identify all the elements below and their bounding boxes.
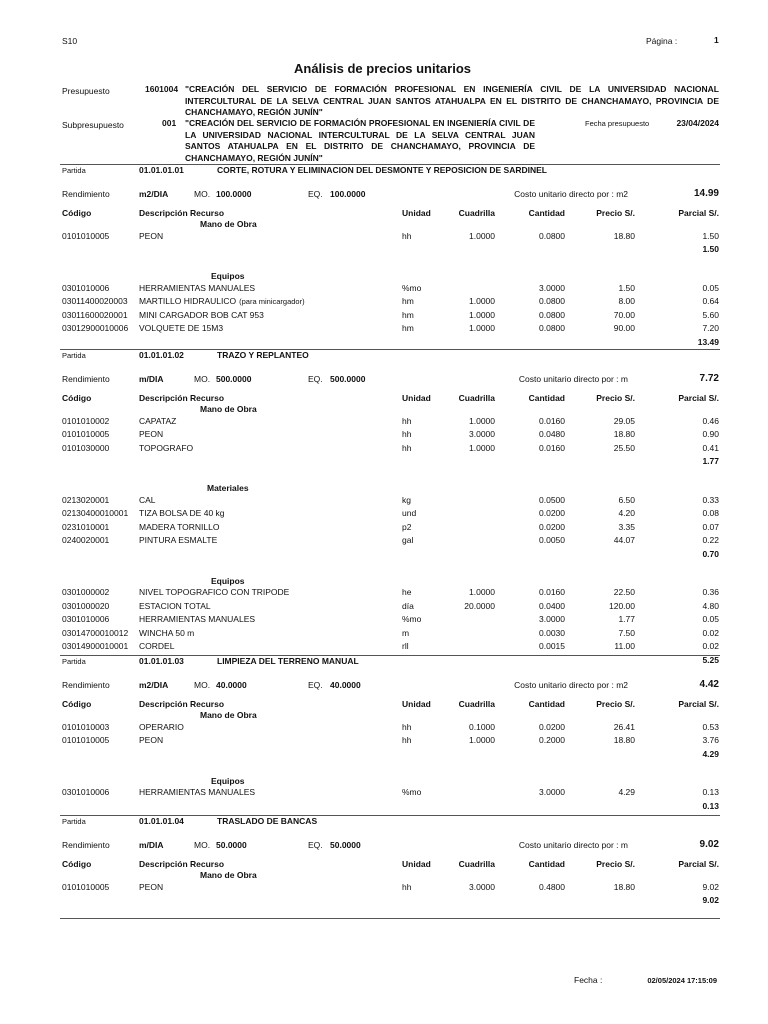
resource-description-main: CAPATAZ (139, 415, 177, 426)
resource-description-main: CORDEL (139, 641, 175, 651)
table-row (0, 641, 768, 653)
col-cantidad-header: Cantidad (528, 393, 565, 403)
page-number: 1 (714, 35, 719, 45)
resource-cantidad: 3.0000 (539, 787, 565, 797)
resource-unit: hm (402, 309, 414, 320)
resource-description (139, 522, 219, 532)
resource-code: 03014700010012 (62, 627, 129, 638)
resource-precio: 6.50 (618, 494, 635, 505)
resource-cuadrilla: 3.0000 (469, 429, 495, 439)
costo-unitario-value: 14.99 (693, 188, 719, 199)
group-title: Mano de Obra (200, 710, 257, 720)
group-subtotal: 9.02 (702, 895, 719, 905)
mo-value: 500.0000 (216, 374, 252, 384)
resource-cuadrilla: 1.0000 (469, 323, 495, 333)
table-row (0, 495, 768, 507)
resource-description (139, 722, 184, 732)
col-codigo-header: Código (62, 699, 92, 709)
resource-description (139, 443, 193, 453)
presupuesto-code: 1601004 (145, 84, 179, 94)
group-title: Mano de Obra (200, 870, 257, 880)
resource-cuadrilla: 1.0000 (469, 735, 495, 745)
resource-unit: hh (402, 415, 412, 426)
table-row (0, 882, 768, 894)
col-descripcion-header: Descripción Recurso (139, 699, 225, 709)
report-code: S10 (62, 36, 78, 46)
col-descripcion-header: Descripción Recurso (139, 859, 225, 869)
resource-parcial: 0.13 (702, 787, 719, 797)
group-title: Mano de Obra (200, 219, 257, 229)
resource-description (139, 587, 289, 597)
resource-code: 0213020001 (62, 494, 110, 505)
col-unidad-header: Unidad (402, 393, 431, 403)
resource-cantidad: 0.0500 (539, 494, 565, 505)
col-codigo-header: Código (62, 859, 92, 869)
resource-cuadrilla: 0.1000 (469, 721, 495, 732)
resource-cuadrilla: 1.0000 (469, 296, 495, 306)
col-precio-header: Precio S/. (596, 208, 635, 218)
resource-unit: gal (402, 535, 414, 545)
group-title: Mano de Obra (200, 404, 257, 414)
resource-cuadrilla: 1.0000 (469, 587, 495, 597)
resource-cantidad: 0.0160 (539, 415, 565, 426)
col-codigo-header: Código (62, 208, 92, 218)
col-cantidad-header: Cantidad (528, 699, 565, 709)
subpresupuesto-text: "CREACIÓN DEL SERVICIO DE FORMACIÓN PROFESIONAL EN INGENIERÍA CIVIL DE LA UNIVERSIDAD NACIONAL INTERCULTURAL DE LA SELVA CENTRAL JUAN SANTOS ATAHUALPA EN EL DISTRITO DE CHANCHAMAYO, PROVINCIA DE CHANCHAMAYO, REGIÓN JUNÍN" (185, 118, 535, 163)
col-precio-header: Precio S/. (596, 699, 635, 709)
group-title: Equipos (211, 775, 245, 786)
resource-cantidad: 0.0200 (539, 508, 565, 518)
table-row (0, 443, 768, 455)
eq-label: EQ. (308, 840, 323, 850)
eq-value: 40.0000 (330, 680, 361, 690)
resource-code: 0101010003 (62, 721, 110, 732)
col-parcial-header: Parcial S/. (678, 208, 719, 218)
resource-description (139, 614, 255, 624)
subpresupuesto-label: Subpresupuesto (62, 120, 124, 130)
resource-parcial: 0.46 (702, 415, 719, 426)
resource-unit: hh (402, 230, 412, 241)
table-row (0, 522, 768, 534)
eq-label: EQ. (308, 680, 323, 690)
col-parcial-header: Parcial S/. (678, 699, 719, 709)
resource-parcial: 0.02 (702, 627, 719, 638)
resource-precio: 7.50 (618, 627, 635, 638)
resource-code: 03012900010006 (62, 323, 129, 333)
resource-cantidad: 0.0030 (539, 627, 565, 638)
resource-parcial: 0.22 (702, 535, 719, 545)
resource-cuadrilla: 3.0000 (469, 881, 495, 892)
col-cuadrilla-header: Cuadrilla (458, 859, 495, 869)
resource-description-note: (para minicargador) (239, 297, 305, 306)
resource-precio: 11.00 (614, 641, 635, 651)
rendimiento-label: Rendimiento (62, 680, 110, 690)
resource-precio: 44.07 (613, 535, 635, 545)
partida-label: Partida (62, 657, 86, 666)
resource-description (139, 231, 163, 241)
group-subtotal: 5.25 (702, 654, 719, 665)
resource-precio: 18.80 (613, 881, 635, 892)
resource-description-main: WINCHA 50 m (139, 627, 195, 638)
resource-precio: 22.50 (613, 587, 635, 597)
rendimiento-unit: m2/DIA (139, 680, 169, 690)
resource-unit: he (402, 587, 412, 597)
resource-description (139, 641, 174, 651)
col-cuadrilla-header: Cuadrilla (458, 699, 495, 709)
resource-unit: día (402, 600, 414, 611)
resource-code: 0101010005 (62, 230, 110, 241)
resource-description-main: MARTILLO HIDRAULICO (139, 296, 237, 306)
page-label: Página : (646, 36, 678, 46)
rendimiento-label: Rendimiento (62, 189, 110, 199)
table-row (0, 614, 768, 626)
resource-description (139, 787, 255, 797)
col-cuadrilla-header: Cuadrilla (458, 393, 495, 403)
table-row (0, 601, 768, 613)
resource-description (139, 296, 305, 306)
partida-code: 01.01.01.04 (139, 816, 184, 826)
resource-cantidad: 0.0480 (539, 429, 565, 439)
resource-cuadrilla: 1.0000 (469, 415, 495, 426)
mo-value: 40.0000 (216, 680, 247, 690)
resource-description-main: PEON (139, 881, 164, 892)
resource-description (139, 283, 255, 293)
resource-code: 0101010005 (62, 735, 110, 745)
table-row (0, 735, 768, 747)
col-unidad-header: Unidad (402, 699, 431, 709)
mo-label: MO. (194, 840, 211, 850)
table-row (0, 535, 768, 547)
resource-cantidad: 0.0015 (539, 641, 565, 651)
table-row (0, 508, 768, 520)
resource-cuadrilla: 1.0000 (469, 442, 495, 453)
resource-description (139, 310, 264, 320)
partida-name: TRAZO Y REPLANTEO (217, 350, 309, 360)
resource-description-main: OPERARIO (139, 721, 184, 732)
resource-description-main: HERRAMIENTAS MANUALES (139, 787, 256, 797)
resource-description-main: TIZA BOLSA DE 40 kg (139, 508, 225, 518)
resource-code: 03014900010001 (62, 641, 129, 651)
presupuesto-text: "CREACIÓN DEL SERVICIO DE FORMACIÓN PROFESIONAL EN INGENIERÍA CIVIL DE LA UNIVERSIDAD NACIONAL INTERCULTURAL DE LA SELVA CENTRAL JUAN SANTOS ATAHUALPA EN EL DISTRITO DE CHANCHAMAYO, PROVINCIA DE CHANCHAMAYO, REGIÓN JUNÍN" (185, 84, 719, 117)
resource-description (139, 429, 163, 439)
table-row (0, 787, 768, 799)
resource-code: 0231010001 (62, 521, 110, 532)
resource-unit: %mo (402, 282, 422, 293)
resource-description-main: PEON (139, 429, 164, 439)
resource-precio: 90.00 (613, 323, 635, 333)
eq-label: EQ. (308, 374, 323, 384)
col-unidad-header: Unidad (402, 208, 431, 218)
resource-cantidad: 3.0000 (539, 282, 565, 293)
costo-unitario-label: Costo unitario directo por : m2 (514, 680, 628, 690)
resource-cantidad: 0.0160 (539, 442, 565, 453)
resource-description-main: HERRAMIENTAS MANUALES (139, 614, 256, 624)
resource-parcial: 0.36 (702, 587, 719, 597)
resource-description-main: MADERA TORNILLO (139, 521, 220, 532)
resource-description-main: NIVEL TOPOGRAFICO CON TRIPODE (139, 587, 290, 597)
resource-parcial: 0.05 (702, 282, 719, 293)
presupuesto-label: Presupuesto (62, 86, 110, 96)
resource-description (139, 535, 217, 545)
resource-cantidad: 0.0800 (539, 309, 565, 320)
table-header (0, 208, 768, 220)
resource-parcial: 5.60 (702, 309, 719, 320)
col-parcial-header: Parcial S/. (678, 393, 719, 403)
col-unidad-header: Unidad (402, 859, 431, 869)
resource-precio: 18.80 (613, 735, 635, 745)
resource-description (139, 882, 163, 892)
resource-parcial: 9.02 (702, 881, 719, 892)
resource-description (139, 508, 225, 518)
resource-cantidad: 0.0200 (539, 521, 565, 532)
resource-unit: hh (402, 721, 412, 732)
resource-parcial: 0.08 (702, 508, 719, 518)
resource-cuadrilla: 20.0000 (464, 600, 495, 611)
resource-description-main: PEON (139, 735, 164, 745)
page-title: Análisis de precios unitarios (294, 61, 471, 76)
resource-parcial: 7.20 (702, 323, 719, 333)
resource-description-main: PEON (139, 230, 164, 241)
table-row (0, 310, 768, 322)
eq-value: 500.0000 (330, 374, 366, 384)
resource-precio: 29.05 (613, 415, 635, 426)
resource-precio: 26.41 (613, 721, 635, 732)
resource-code: 0101010005 (62, 429, 110, 439)
partida-label: Partida (62, 166, 86, 175)
col-parcial-header: Parcial S/. (678, 859, 719, 869)
resource-unit: m (402, 627, 410, 638)
resource-precio: 3.35 (618, 521, 635, 532)
table-row (0, 323, 768, 335)
partida-name: LIMPIEZA DEL TERRENO MANUAL (217, 656, 359, 666)
resource-description (139, 495, 156, 505)
resource-precio: 4.29 (618, 787, 635, 797)
costo-unitario-value: 7.72 (699, 373, 719, 384)
resource-unit: und (402, 508, 417, 518)
group-title: Equipos (211, 271, 245, 281)
fecha-value: 02/05/2024 17:15:09 (647, 976, 717, 985)
resource-description (139, 416, 176, 426)
resource-code: 0101030000 (62, 442, 110, 453)
resource-cantidad: 0.0800 (539, 230, 565, 241)
resource-description-main: ESTACION TOTAL (139, 600, 211, 611)
resource-code: 0301010006 (62, 282, 110, 293)
table-header (0, 699, 768, 711)
resource-parcial: 0.07 (702, 521, 719, 532)
group-subtotal: 4.29 (702, 748, 719, 759)
resource-cantidad: 0.0200 (539, 721, 565, 732)
resource-code: 02130400010001 (62, 508, 129, 518)
resource-cantidad: 0.0800 (539, 296, 565, 306)
resource-code: 0301000020 (62, 600, 110, 611)
resource-description (139, 323, 223, 333)
eq-label: EQ. (308, 189, 323, 199)
resource-unit: %mo (402, 614, 422, 624)
rendimiento-unit: m/DIA (139, 374, 164, 384)
resource-cantidad: 0.0400 (539, 600, 565, 611)
resource-cantidad: 0.4800 (539, 881, 565, 892)
fecha-label: Fecha : (574, 975, 603, 985)
resource-precio: 8.00 (618, 296, 635, 306)
col-codigo-header: Código (62, 393, 92, 403)
costo-unitario-value: 9.02 (699, 839, 719, 850)
resource-cantidad: 0.2000 (539, 735, 565, 745)
table-header (0, 393, 768, 405)
resource-parcial: 0.41 (702, 442, 719, 453)
subpresupuesto-code: 001 (162, 118, 177, 128)
group-subtotal: 13.49 (697, 336, 719, 347)
resource-cuadrilla: 1.0000 (469, 230, 495, 241)
costo-unitario-value: 4.42 (699, 679, 719, 690)
table-row (0, 231, 768, 243)
resource-code: 0301000002 (62, 587, 110, 597)
resource-unit: hh (402, 429, 412, 439)
resource-parcial: 0.05 (702, 614, 719, 624)
resource-unit: rll (402, 641, 409, 651)
table-row (0, 429, 768, 441)
resource-code: 03011400020003 (62, 296, 128, 306)
partida-code: 01.01.01.01 (139, 165, 184, 175)
resource-code: 0301010006 (62, 614, 110, 624)
resource-code: 03011600020001 (62, 309, 128, 320)
resource-parcial: 0.53 (702, 721, 719, 732)
partida-divider (60, 918, 720, 919)
resource-description (139, 735, 163, 745)
costo-unitario-label: Costo unitario directo por : m (518, 374, 628, 384)
resource-description-main: MINI CARGADOR BOB CAT 953 (139, 309, 264, 320)
resource-description-main: TOPOGRAFO (139, 442, 194, 453)
resource-parcial: 0.64 (702, 296, 719, 306)
partida-label: Partida (62, 351, 86, 360)
resource-cantidad: 3.0000 (539, 614, 565, 624)
resource-precio: 18.80 (613, 230, 635, 241)
resource-code: 0240020001 (62, 535, 110, 545)
resource-unit: hh (402, 881, 412, 892)
resource-parcial: 3.76 (702, 735, 719, 745)
resource-code: 0101010002 (62, 415, 110, 426)
resource-unit: kg (402, 494, 411, 505)
resource-precio: 120.00 (609, 600, 635, 611)
resource-description (139, 601, 211, 611)
costo-unitario-label: Costo unitario directo por : m (518, 840, 628, 850)
partida-label: Partida (62, 817, 86, 826)
resource-parcial: 0.33 (702, 494, 719, 505)
resource-description (139, 628, 194, 638)
col-descripcion-header: Descripción Recurso (139, 393, 225, 403)
resource-parcial: 0.90 (702, 429, 719, 439)
rendimiento-unit: m/DIA (139, 840, 164, 850)
table-row (0, 283, 768, 295)
resource-precio: 18.80 (613, 429, 635, 439)
group-subtotal: 1.50 (702, 244, 719, 254)
fecha-presupuesto-label: Fecha presupuesto (585, 119, 650, 128)
resource-unit: hh (402, 735, 412, 745)
table-row (0, 296, 768, 308)
resource-description-main: PINTURA ESMALTE (139, 535, 218, 545)
rendimiento-label: Rendimiento (62, 840, 110, 850)
group-subtotal: 1.77 (702, 456, 719, 466)
mo-label: MO. (194, 189, 211, 199)
resource-unit: p2 (402, 521, 412, 532)
resource-cantidad: 0.0160 (539, 587, 565, 597)
resource-precio: 1.77 (618, 614, 635, 624)
resource-cuadrilla: 1.0000 (469, 309, 495, 320)
mo-label: MO. (194, 680, 211, 690)
group-subtotal: 0.13 (702, 800, 719, 811)
col-precio-header: Precio S/. (596, 393, 635, 403)
resource-precio: 1.50 (618, 282, 635, 293)
resource-precio: 4.20 (618, 508, 635, 518)
resource-code: 0101010005 (62, 881, 110, 892)
partida-name: CORTE, ROTURA Y ELIMINACION DEL DESMONTE Y REPOSICION DE SARDINEL (217, 165, 547, 175)
resource-unit: hm (402, 323, 414, 333)
col-precio-header: Precio S/. (596, 859, 635, 869)
table-row (0, 722, 768, 734)
col-cuadrilla-header: Cuadrilla (458, 208, 495, 218)
resource-description-main: VOLQUETE DE 15M3 (139, 323, 224, 333)
resource-unit: hm (402, 296, 414, 306)
resource-precio: 70.00 (613, 309, 635, 320)
resource-code: 0301010006 (62, 787, 110, 797)
rendimiento-label: Rendimiento (62, 374, 110, 384)
group-subtotal: 0.70 (702, 548, 719, 559)
resource-unit: %mo (402, 787, 422, 797)
mo-value: 100.0000 (216, 189, 252, 199)
partida-name: TRASLADO DE BANCAS (217, 816, 318, 826)
resource-cantidad: 0.0050 (539, 535, 565, 545)
partida-code: 01.01.01.02 (139, 350, 184, 360)
mo-value: 50.0000 (216, 840, 247, 850)
table-row (0, 416, 768, 428)
resource-precio: 25.50 (613, 442, 635, 453)
mo-label: MO. (194, 374, 211, 384)
col-descripcion-header: Descripción Recurso (139, 208, 225, 218)
eq-value: 100.0000 (330, 189, 366, 199)
table-header (0, 859, 768, 871)
fecha-presupuesto-value: 23/04/2024 (676, 118, 719, 128)
col-cantidad-header: Cantidad (528, 208, 565, 218)
resource-cantidad: 0.0800 (539, 323, 565, 333)
resource-unit: hh (402, 442, 412, 453)
resource-parcial: 1.50 (702, 230, 719, 241)
partida-code: 01.01.01.03 (139, 656, 184, 666)
eq-value: 50.0000 (330, 840, 361, 850)
table-row (0, 628, 768, 640)
costo-unitario-label: Costo unitario directo por : m2 (514, 189, 628, 199)
group-title: Equipos (211, 575, 245, 586)
table-row (0, 587, 768, 599)
resource-description-main: CAL (139, 494, 156, 505)
resource-parcial: 4.80 (702, 600, 719, 611)
resource-description-main: HERRAMIENTAS MANUALES (139, 282, 256, 293)
col-cantidad-header: Cantidad (528, 859, 565, 869)
group-title: Materiales (207, 483, 249, 493)
rendimiento-unit: m2/DIA (139, 189, 169, 199)
resource-parcial: 0.02 (702, 641, 719, 651)
